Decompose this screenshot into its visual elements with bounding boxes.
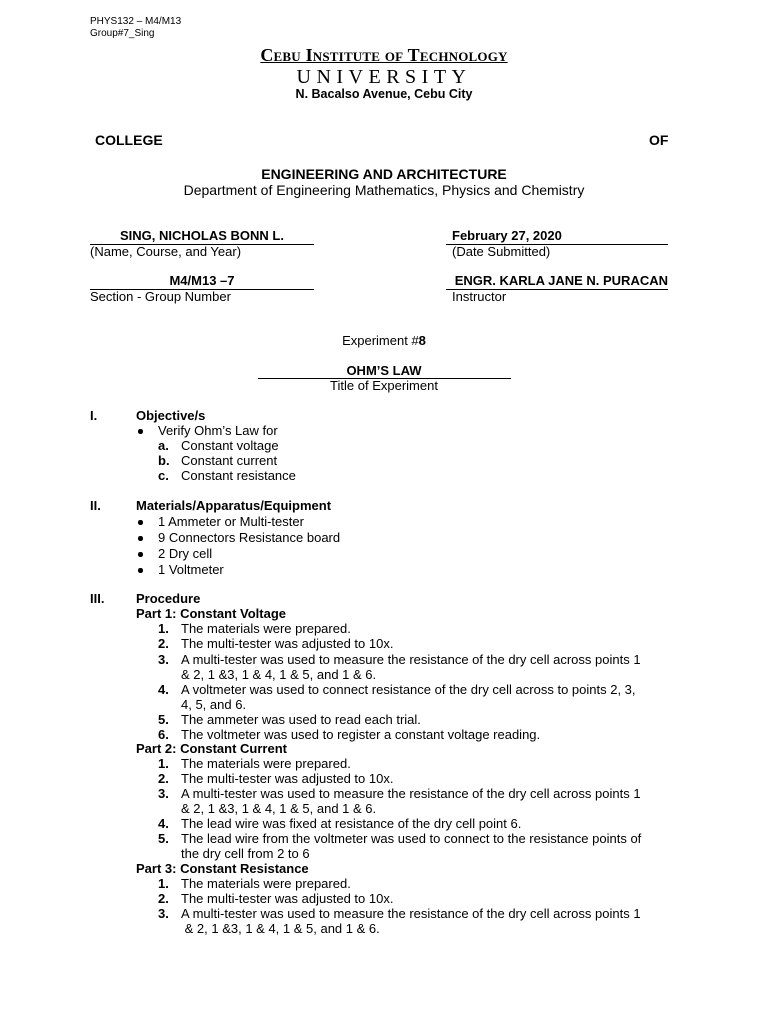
part-1-title: Part 1: Constant Voltage (136, 606, 287, 621)
step-number: 2. (158, 771, 169, 786)
objective-bullet: Verify Ohm’s Law for (158, 423, 278, 438)
objective-item-a: Constant voltage (181, 438, 279, 453)
section-3-numeral: III. (90, 591, 105, 606)
step-number: 5. (158, 831, 169, 846)
section-1-numeral: I. (90, 408, 98, 423)
instructor-value: ENGR. KARLA JANE N. PURACAN (454, 273, 668, 288)
step-number: 2. (158, 891, 169, 906)
step-number: 2. (158, 636, 169, 651)
step-text: The voltmeter was used to register a constant voltage reading. (181, 727, 541, 742)
university-address: N. Bacalso Avenue, Cebu City (295, 87, 473, 101)
date-label: (Date Submitted) (452, 244, 551, 259)
step-text: A multi-tester was used to measure the resistance of the dry cell across points 1 (181, 906, 641, 921)
step-text: A voltmeter was used to connect resistance of the dry cell across to points 2, 3, (181, 682, 636, 697)
step-number: 4. (158, 816, 169, 831)
objective-item-b: Constant current (181, 453, 278, 468)
step-number: 6. (158, 727, 169, 742)
material-item: 1 Ammeter or Multi-tester (158, 514, 304, 529)
section-2-numeral: II. (90, 498, 101, 513)
experiment-number-value: 8 (418, 333, 426, 348)
step-number: 3. (158, 786, 169, 801)
step-number: 1. (158, 876, 169, 891)
bullet-icon (138, 552, 143, 557)
group-code: Group#7_Sing (90, 28, 155, 39)
material-item: 1 Voltmeter (158, 562, 224, 577)
course-code: PHYS132 – M4/M13 (90, 16, 182, 27)
step-text: The materials were prepared. (181, 621, 351, 636)
step-text: 4, 5, and 6. (181, 697, 247, 712)
college-label: COLLEGE (95, 132, 163, 148)
objective-letter-c: c. (158, 468, 169, 483)
college-of: OF (649, 132, 669, 148)
student-name-label: (Name, Course, and Year) (90, 244, 242, 259)
step-number: 3. (158, 652, 169, 667)
step-text: & 2, 1 &3, 1 & 4, 1 & 5, and 1 & 6. (181, 667, 377, 682)
step-text: The ammeter was used to read each trial. (181, 712, 421, 727)
step-number: 4. (158, 682, 169, 697)
experiment-number (0, 333, 768, 348)
step-text: & 2, 1 &3, 1 & 4, 1 & 5, and 1 & 6. (181, 801, 377, 816)
student-name-value: SING, NICHOLAS BONN L. (120, 228, 284, 243)
part-2-title: Part 2: Constant Current (136, 741, 287, 756)
step-number: 3. (158, 906, 169, 921)
bullet-icon (138, 536, 143, 541)
step-text: The materials were prepared. (181, 756, 351, 771)
experiment-title: OHM’S LAW (346, 363, 422, 378)
bullet-icon (138, 429, 143, 434)
experiment-title-label: Title of Experiment (330, 378, 438, 393)
section-label: Section - Group Number (90, 289, 231, 304)
step-text: The lead wire from the voltmeter was used to connect to the resistance points of (181, 831, 642, 846)
university-name-text: Cebu Institute of Technology (260, 45, 508, 65)
instructor-label: Instructor (452, 289, 507, 304)
section-2-heading: Materials/Apparatus/Equipment (136, 498, 332, 513)
step-text: The multi-tester was adjusted to 10x. (181, 771, 394, 786)
bullet-icon (138, 568, 143, 573)
material-item: 2 Dry cell (158, 546, 213, 561)
department-name: Department of Engineering Mathematics, Physics and Chemistry (183, 182, 585, 198)
university-word: UNIVERSITY (296, 66, 472, 88)
section-value: M4/M13 –7 (169, 273, 235, 288)
section-1-heading: Objective/s (136, 408, 206, 423)
objective-letter-b: b. (158, 453, 170, 468)
step-text: & 2, 1 &3, 1 & 4, 1 & 5, and 1 & 6. (181, 921, 380, 936)
step-text: A multi-tester was used to measure the resistance of the dry cell across points 1 (181, 652, 641, 667)
college-name: ENGINEERING AND ARCHITECTURE (261, 166, 507, 182)
material-item: 9 Connectors Resistance board (158, 530, 341, 545)
objective-letter-a: a. (158, 438, 169, 453)
bullet-icon (138, 520, 143, 525)
objective-item-c: Constant resistance (181, 468, 296, 483)
step-number: 5. (158, 712, 169, 727)
part-3-title: Part 3: Constant Resistance (136, 861, 309, 876)
step-number: 1. (158, 621, 169, 636)
step-text: A multi-tester was used to measure the resistance of the dry cell across points 1 (181, 786, 641, 801)
experiment-label: Experiment # (342, 333, 419, 348)
date-value: February 27, 2020 (452, 228, 562, 243)
step-text: The multi-tester was adjusted to 10x. (181, 891, 394, 906)
university-name (0, 45, 768, 66)
step-text: The multi-tester was adjusted to 10x. (181, 636, 394, 651)
step-text: the dry cell from 2 to 6 (181, 846, 310, 861)
step-text: The materials were prepared. (181, 876, 351, 891)
step-text: The lead wire was fixed at resistance of the dry cell point 6. (181, 816, 522, 831)
section-3-heading: Procedure (136, 591, 201, 606)
step-number: 1. (158, 756, 169, 771)
